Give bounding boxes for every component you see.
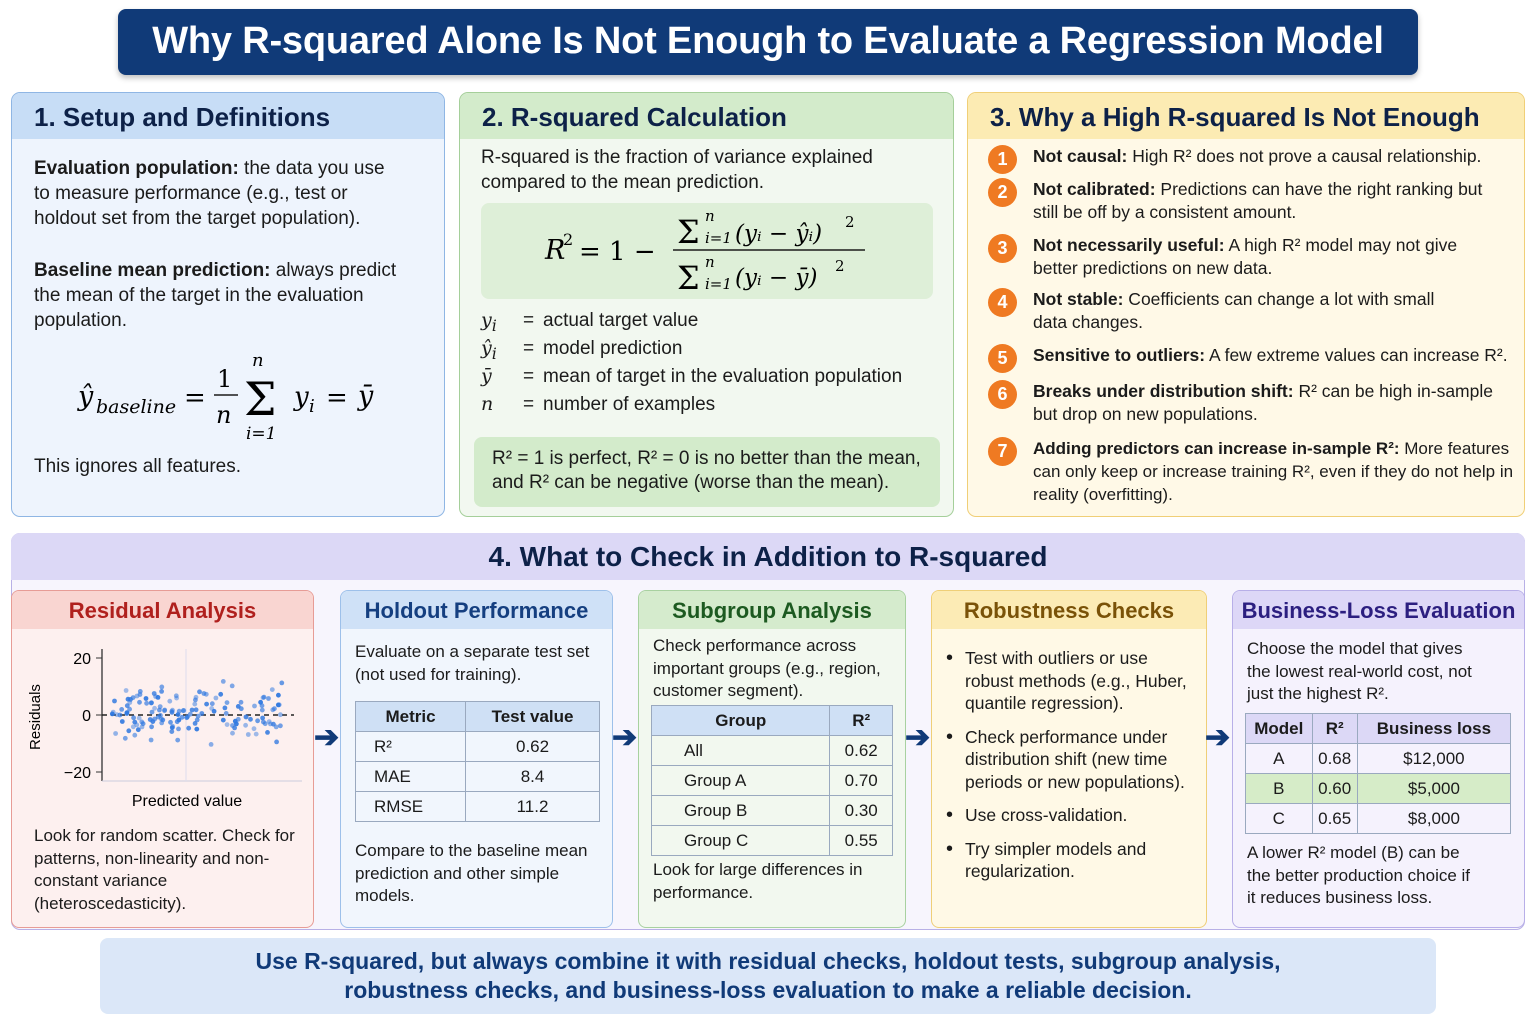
scatter-point	[141, 721, 146, 726]
scatter-point	[276, 693, 281, 698]
holdout-performance-card	[340, 590, 613, 928]
scatter-point	[170, 710, 175, 715]
table-cell: 11.2	[466, 792, 600, 822]
scatter-point	[263, 721, 268, 726]
scatter-point	[175, 738, 180, 743]
subgroup-table	[651, 705, 893, 856]
robustness-list	[946, 647, 1201, 894]
scatter-point	[204, 702, 209, 707]
arrow-right-icon: ➔	[612, 721, 638, 754]
scatter-point	[118, 713, 123, 718]
svg-text:n: n	[252, 350, 264, 371]
svg-text:=: =	[184, 383, 206, 413]
reason-text: Coefficients can change a lot with small data changes.	[1033, 289, 1435, 332]
scatter-point	[224, 711, 229, 716]
r-squared-heading: 2. R-squared Calculation	[460, 93, 953, 139]
scatter-point	[218, 692, 223, 697]
svg-text:(yᵢ − ŷᵢ): (yᵢ − ŷᵢ)	[735, 221, 823, 247]
business-text: A lower R² model (B) can be the better production choice if it reduces business loss.	[1247, 843, 1471, 907]
table-cell: $5,000	[1357, 774, 1510, 804]
table-cell: 0.62	[466, 732, 600, 762]
table-cell: 0.55	[830, 826, 893, 856]
why-not-enough-heading: 3. Why a High R-squared Is Not Enough	[968, 93, 1524, 139]
scatter-point	[158, 704, 163, 709]
scatter-point	[248, 717, 253, 722]
scatter-point	[270, 687, 275, 692]
eval-def: the data you use	[238, 158, 385, 179]
variable-definition: n = number of examples	[481, 393, 716, 415]
scatter-point	[260, 708, 265, 713]
scatter-point	[239, 700, 244, 705]
scatter-point	[159, 689, 164, 694]
scatter-point	[149, 701, 154, 706]
baseline-def-line: population.	[34, 310, 127, 331]
scatter-point	[193, 721, 198, 726]
var-desc: number of examples	[543, 394, 716, 415]
reason-item	[988, 380, 1518, 426]
intro-line: compared to the mean prediction.	[481, 172, 765, 193]
scatter-point	[230, 731, 235, 736]
holdout-metrics-table	[355, 701, 600, 822]
scatter-point	[214, 696, 219, 701]
note-line: and R² can be negative (worse than the mean).	[492, 472, 890, 493]
reason-item	[988, 288, 1518, 334]
scatter-point	[254, 732, 259, 737]
svg-text:= 1 −: = 1 −	[579, 237, 656, 267]
table-cell: 0.68	[1312, 744, 1357, 774]
table-cell: C	[1246, 804, 1313, 834]
scatter-point	[209, 706, 214, 711]
variable-definition: $ŷ_i$ = model prediction	[481, 337, 683, 363]
scatter-point	[209, 742, 214, 747]
scatter-point	[194, 727, 199, 732]
setup-definitions-panel	[11, 92, 445, 517]
scatter-point	[132, 733, 137, 738]
r-squared-intro	[481, 145, 873, 195]
svg-text:Σ: Σ	[677, 213, 700, 251]
reason-text: A high R² model may not give better predictions on new data.	[1033, 235, 1458, 278]
svg-text:1: 1	[217, 365, 233, 393]
scatter-point	[252, 726, 257, 731]
scatter-point	[144, 701, 149, 706]
scatter-point	[167, 699, 172, 704]
scatter-point	[176, 712, 181, 717]
scatter-point	[168, 720, 173, 725]
reason-term: Not stable:	[1033, 289, 1124, 309]
svg-text:(yᵢ − ȳ): (yᵢ − ȳ)	[735, 265, 818, 291]
baseline-term: Baseline mean prediction:	[34, 260, 271, 281]
scatter-point	[268, 722, 273, 727]
reason-term: Not necessarily useful:	[1033, 235, 1225, 255]
scatter-point	[244, 715, 249, 720]
table-row	[1246, 744, 1511, 774]
svg-text:n: n	[705, 253, 715, 271]
page-title: Why R-squared Alone Is Not Enough to Evaluate a Regression Model	[118, 9, 1418, 75]
scatter-point	[261, 695, 266, 700]
scatter-point	[221, 679, 226, 684]
column-header: R²	[1312, 714, 1357, 744]
intro-line: R-squared is the fraction of variance explained	[481, 147, 873, 168]
list-item: • Check performance under distribution shift (new time periods or new populations).	[946, 726, 1201, 794]
table-row	[356, 792, 600, 822]
robustness-heading: Robustness Checks	[932, 591, 1206, 629]
table-cell: 0.65	[1312, 804, 1357, 834]
baseline-formula	[72, 349, 402, 445]
footer-line: Use R-squared, but always combine it with residual checks, holdout tests, subgroup analysis,	[255, 948, 1281, 974]
reason-text: R² can be high in-sample but drop on new populations.	[1033, 381, 1493, 424]
column-header: Test value	[466, 702, 600, 732]
y-tick-label: 20	[73, 651, 91, 668]
table-row	[1246, 804, 1511, 834]
scatter-point	[270, 707, 275, 712]
scatter-points	[110, 679, 284, 747]
why-not-enough-panel	[967, 92, 1525, 517]
reason-item	[988, 145, 1518, 168]
svg-text:i=1: i=1	[705, 275, 732, 293]
business-loss-card	[1232, 590, 1525, 928]
scatter-point	[278, 723, 283, 728]
eval-def-line: to measure performance (e.g., test or	[34, 183, 348, 204]
holdout-text: Compare to the baseline mean prediction and other simple models.	[355, 841, 588, 905]
residual-plot	[12, 631, 312, 811]
business-loss-table	[1245, 713, 1511, 834]
scatter-point	[225, 700, 230, 705]
number-badge: 6	[988, 380, 1017, 409]
table-header-row	[1246, 714, 1511, 744]
scatter-point	[120, 719, 125, 724]
additional-checks-heading: 4. What to Check in Addition to R-squared	[11, 533, 1525, 580]
scatter-point	[279, 681, 284, 686]
baseline-definition	[12, 231, 444, 333]
var-desc: mean of target in the evaluation population	[543, 366, 903, 387]
scatter-point	[255, 718, 260, 723]
column-header: Model	[1246, 714, 1313, 744]
scatter-point	[260, 716, 265, 721]
svg-text:n: n	[705, 207, 715, 225]
scatter-point	[152, 706, 157, 711]
table-row	[356, 762, 600, 792]
scatter-point	[124, 688, 129, 693]
summary-footer	[100, 938, 1436, 1014]
var-desc: actual target value	[543, 310, 699, 331]
scatter-point	[233, 719, 238, 724]
reason-item	[988, 344, 1518, 367]
scatter-point	[265, 730, 270, 735]
table-row	[652, 766, 893, 796]
svg-text:baseline: baseline	[96, 396, 177, 418]
table-cell: RMSE	[356, 792, 466, 822]
baseline-def: always predict	[270, 260, 397, 281]
svg-text:ȳ: ȳ	[358, 381, 374, 412]
scatter-point	[186, 726, 191, 731]
table-cell: 0.60	[1312, 774, 1357, 804]
table-cell: Group C	[652, 826, 830, 856]
scatter-point	[252, 704, 257, 709]
subgroup-analysis-card	[638, 590, 906, 928]
svg-text:R: R	[545, 235, 566, 266]
scatter-point	[119, 707, 124, 712]
scatter-point	[188, 712, 193, 717]
svg-text:2: 2	[563, 230, 574, 249]
number-badge: 7	[988, 437, 1017, 466]
scatter-point	[126, 697, 131, 702]
scatter-point	[176, 727, 181, 732]
holdout-heading: Holdout Performance	[341, 591, 612, 629]
table-header-row	[652, 706, 893, 736]
scatter-point	[138, 689, 143, 694]
table-header-row	[356, 702, 600, 732]
list-item: • Try simpler models and regularization.	[946, 838, 1201, 883]
note-line: R² = 1 is perfect, R² = 0 is no better than the mean,	[492, 448, 921, 469]
highlighted-table-row	[1246, 774, 1511, 804]
scatter-point	[239, 706, 244, 711]
reason-term: Not causal:	[1033, 146, 1128, 166]
scatter-point	[278, 712, 283, 717]
scatter-point	[150, 719, 155, 724]
reason-item	[988, 234, 1518, 280]
scatter-point	[225, 722, 230, 727]
reason-item	[988, 437, 1518, 506]
y-tick-label: −20	[63, 765, 91, 782]
r-squared-range-note	[474, 437, 940, 507]
scatter-point	[127, 707, 132, 712]
scatter-point	[210, 701, 215, 706]
reason-term: Breaks under distribution shift:	[1033, 381, 1294, 401]
table-row	[652, 736, 893, 766]
scatter-point	[194, 695, 199, 700]
list-item: • Use cross-validation.	[946, 804, 1201, 827]
scatter-point	[184, 715, 189, 720]
residual-text: Look for random scatter. Check for patterns, non-linearity and non-constant variance (heteroscedasticity).	[34, 826, 295, 913]
table-cell: $8,000	[1357, 804, 1510, 834]
residual-analysis-card	[11, 590, 314, 928]
svg-text:Σ: Σ	[244, 372, 277, 426]
table-cell: R²	[356, 732, 466, 762]
residual-heading: Residual Analysis	[12, 591, 313, 629]
eval-def-line: holdout set from the target population).	[34, 208, 361, 229]
var-desc: model prediction	[543, 338, 683, 359]
reason-term: Sensitive to outliers:	[1033, 345, 1206, 365]
svg-text:2: 2	[845, 213, 855, 231]
column-header: Metric	[356, 702, 466, 732]
arrow-right-icon: ➔	[314, 721, 340, 754]
svg-text:y: y	[294, 382, 309, 412]
reason-text: More features can only keep or increase training R², even if they do not help in reality (overfitting).	[1033, 439, 1514, 504]
reason-term: Adding predictors can increase in-sample R²:	[1033, 439, 1400, 458]
scatter-point	[136, 727, 141, 732]
scatter-point	[180, 715, 185, 720]
svg-text:i: i	[309, 396, 315, 417]
business-intro: Choose the model that gives the lowest real-world cost, not just the highest R².	[1247, 639, 1472, 703]
scatter-point	[199, 711, 204, 716]
scatter-point	[223, 706, 228, 711]
table-cell: A	[1246, 744, 1313, 774]
reason-text: A few extreme values can increase R².	[1205, 345, 1508, 365]
number-badge: 4	[988, 288, 1017, 317]
eval-term: Evaluation population:	[34, 158, 239, 179]
reason-term: Not calibrated:	[1033, 179, 1156, 199]
table-cell: 0.62	[830, 736, 893, 766]
number-badge: 3	[988, 234, 1017, 263]
reason-text: High R² does not prove a causal relationship.	[1127, 146, 1482, 166]
scatter-point	[131, 695, 136, 700]
x-axis-label: Predicted value	[131, 793, 243, 810]
scatter-point	[149, 724, 154, 729]
scatter-point	[159, 685, 164, 690]
list-item: • Test with outliers or use robust methods (e.g., Huber, quantile regression).	[946, 647, 1201, 715]
svg-text:2: 2	[835, 257, 845, 275]
table-row	[356, 732, 600, 762]
scatter-point	[243, 723, 248, 728]
business-heading: Business-Loss Evaluation	[1233, 591, 1524, 629]
variable-definition: $y_i$ = actual target value	[481, 309, 699, 335]
scatter-point	[131, 715, 136, 720]
scatter-point	[137, 700, 142, 705]
scatter-point	[137, 716, 142, 721]
table-cell: Group B	[652, 796, 830, 826]
scatter-point	[277, 702, 282, 707]
y-axis-label: Residuals	[27, 684, 44, 750]
svg-text:i=1: i=1	[246, 424, 277, 444]
footer-line: robustness checks, and business-loss evaluation to make a reliable decision.	[344, 977, 1192, 1003]
scatter-point	[162, 708, 167, 713]
table-row	[652, 796, 893, 826]
scatter-point	[175, 719, 180, 724]
table-cell: $12,000	[1357, 744, 1510, 774]
setup-heading: 1. Setup and Definitions	[12, 93, 444, 139]
number-badge: 2	[988, 178, 1017, 207]
scatter-point	[258, 700, 263, 705]
scatter-point	[123, 736, 128, 741]
table-cell: B	[1246, 774, 1313, 804]
scatter-point	[144, 696, 149, 701]
table-cell: MAE	[356, 762, 466, 792]
arrow-right-icon: ➔	[905, 721, 931, 754]
table-cell: 0.30	[830, 796, 893, 826]
svg-text:ŷ: ŷ	[78, 381, 94, 412]
scatter-point	[190, 708, 195, 713]
reason-item	[988, 178, 1518, 224]
scatter-point	[230, 684, 235, 689]
svg-text:i=1: i=1	[705, 229, 732, 247]
scatter-point	[274, 740, 279, 745]
scatter-point	[197, 689, 202, 694]
column-header: R²	[830, 706, 893, 736]
table-cell: 8.4	[466, 762, 600, 792]
scatter-point	[113, 731, 118, 736]
r-squared-formula	[481, 203, 933, 299]
baseline-def-line: the mean of the target in the evaluation	[34, 285, 364, 306]
holdout-intro: Evaluate on a separate test set (not used for training).	[355, 642, 590, 684]
scatter-point	[156, 715, 161, 720]
arrow-right-icon: ➔	[1205, 721, 1231, 754]
robustness-checks-card	[931, 590, 1207, 928]
scatter-point	[174, 693, 179, 698]
y-tick-label: 0	[82, 708, 91, 725]
baseline-note: This ignores all features.	[34, 456, 241, 477]
column-header: Group	[652, 706, 830, 736]
scatter-point	[266, 696, 271, 701]
table-cell: 0.70	[830, 766, 893, 796]
scatter-point	[112, 699, 117, 704]
scatter-point	[246, 732, 251, 737]
scatter-point	[126, 728, 131, 733]
subgroup-text: Look for large differences in performance.	[653, 860, 863, 902]
table-cell: All	[652, 736, 830, 766]
scatter-point	[202, 691, 207, 696]
subgroup-intro: Check performance across important groups (e.g., region, customer segment).	[653, 636, 881, 700]
r-squared-calculation-panel	[459, 92, 954, 517]
scatter-point	[221, 718, 226, 723]
svg-text:=: =	[326, 383, 348, 413]
evaluation-population-definition	[12, 139, 444, 231]
scatter-point	[153, 694, 158, 699]
table-cell: Group A	[652, 766, 830, 796]
scatter-point	[192, 702, 197, 707]
scatter-point	[181, 708, 186, 713]
svg-text:n: n	[216, 401, 232, 429]
number-badge: 5	[988, 344, 1017, 373]
column-header: Business loss	[1357, 714, 1510, 744]
number-badge: 1	[988, 145, 1017, 174]
scatter-point	[134, 723, 139, 728]
scatter-point	[149, 738, 154, 743]
svg-text:Σ: Σ	[677, 259, 700, 297]
table-row	[652, 826, 893, 856]
variable-definition: ȳ = mean of target in the evaluation population	[481, 365, 903, 387]
subgroup-heading: Subgroup Analysis	[639, 591, 905, 629]
scatter-point	[110, 712, 115, 717]
reason-text: Predictions can have the right ranking but still be off by a consistent amount.	[1033, 179, 1483, 222]
